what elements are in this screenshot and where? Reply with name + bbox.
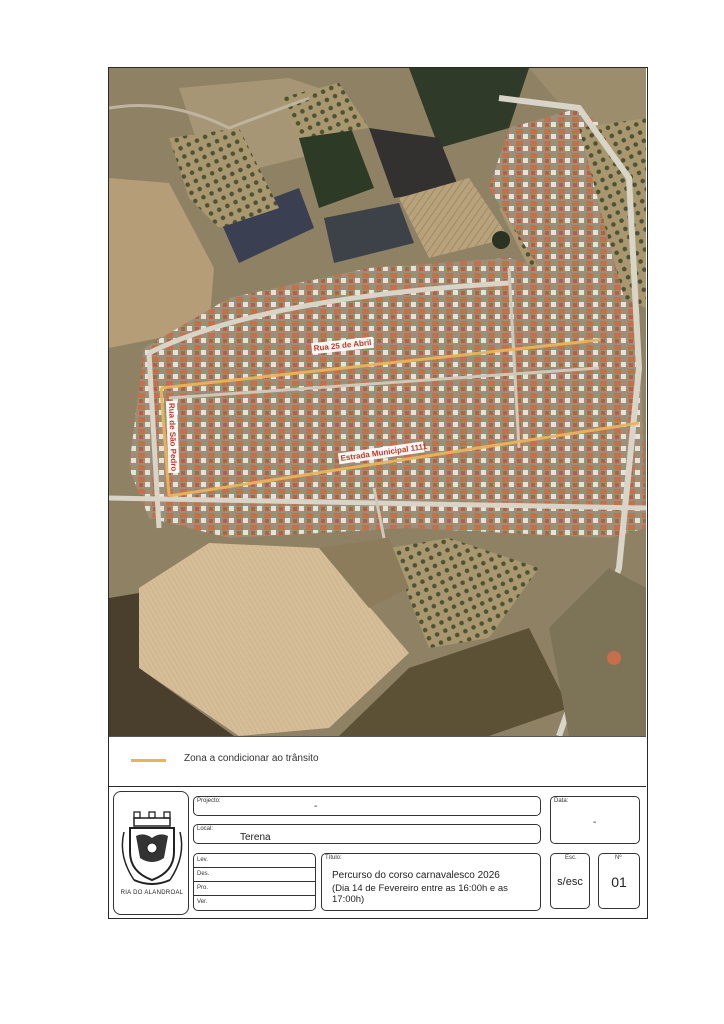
local-label: Local: bbox=[197, 826, 214, 832]
svg-text:Rua de São Pedro: Rua de São Pedro bbox=[167, 402, 179, 472]
pro-label: Pro. bbox=[197, 885, 209, 891]
projecto-label: Projecto: bbox=[197, 798, 221, 804]
aerial-photo bbox=[109, 68, 646, 736]
des-row bbox=[194, 868, 315, 882]
municipal-logo bbox=[113, 791, 189, 915]
titulo-field bbox=[321, 853, 541, 911]
data-field bbox=[550, 796, 640, 844]
data-label: Data: bbox=[554, 798, 569, 804]
lev-row bbox=[194, 854, 315, 868]
local-field bbox=[193, 824, 541, 844]
ver-row bbox=[194, 896, 315, 910]
aerial-map bbox=[109, 68, 646, 736]
lev-label: Lev. bbox=[197, 857, 208, 863]
svg-text:Rua 25 de Abril: Rua 25 de Abril bbox=[313, 337, 372, 353]
n-value: 01 bbox=[611, 874, 627, 890]
responsibles-table bbox=[193, 853, 316, 911]
legend-route-swatch bbox=[131, 759, 166, 762]
esc-label: Esc. bbox=[565, 855, 577, 861]
legend-label: Zona a condicionar ao trânsito bbox=[184, 753, 319, 764]
escala-field bbox=[550, 853, 590, 909]
n-label: Nº bbox=[615, 855, 622, 861]
titulo-line-1: Percurso do corso carnavalesco 2026 bbox=[332, 870, 500, 881]
title-block bbox=[109, 786, 646, 919]
svg-text:Estrada Municipal 1111: Estrada Municipal 1111 bbox=[340, 441, 428, 463]
pro-row bbox=[194, 882, 315, 896]
data-value: - bbox=[593, 817, 597, 828]
logo-caption: RIA DO ALANDROAL bbox=[120, 890, 184, 896]
esc-value: s/esc bbox=[557, 876, 583, 888]
coat-of-arms-icon bbox=[114, 792, 190, 888]
des-label: Des. bbox=[197, 871, 210, 877]
legend bbox=[109, 736, 646, 787]
projecto-value: - bbox=[314, 801, 318, 812]
titulo-line-2: (Dia 14 de Fevereiro entre as 16:00h e as 17:00h) bbox=[332, 883, 508, 905]
map-sheet bbox=[108, 67, 648, 919]
local-value: Terena bbox=[240, 832, 271, 843]
projecto-field bbox=[193, 796, 541, 816]
titulo-label: Título: bbox=[325, 855, 342, 861]
ver-label: Ver. bbox=[197, 899, 208, 905]
sheet-number-field bbox=[598, 853, 640, 909]
